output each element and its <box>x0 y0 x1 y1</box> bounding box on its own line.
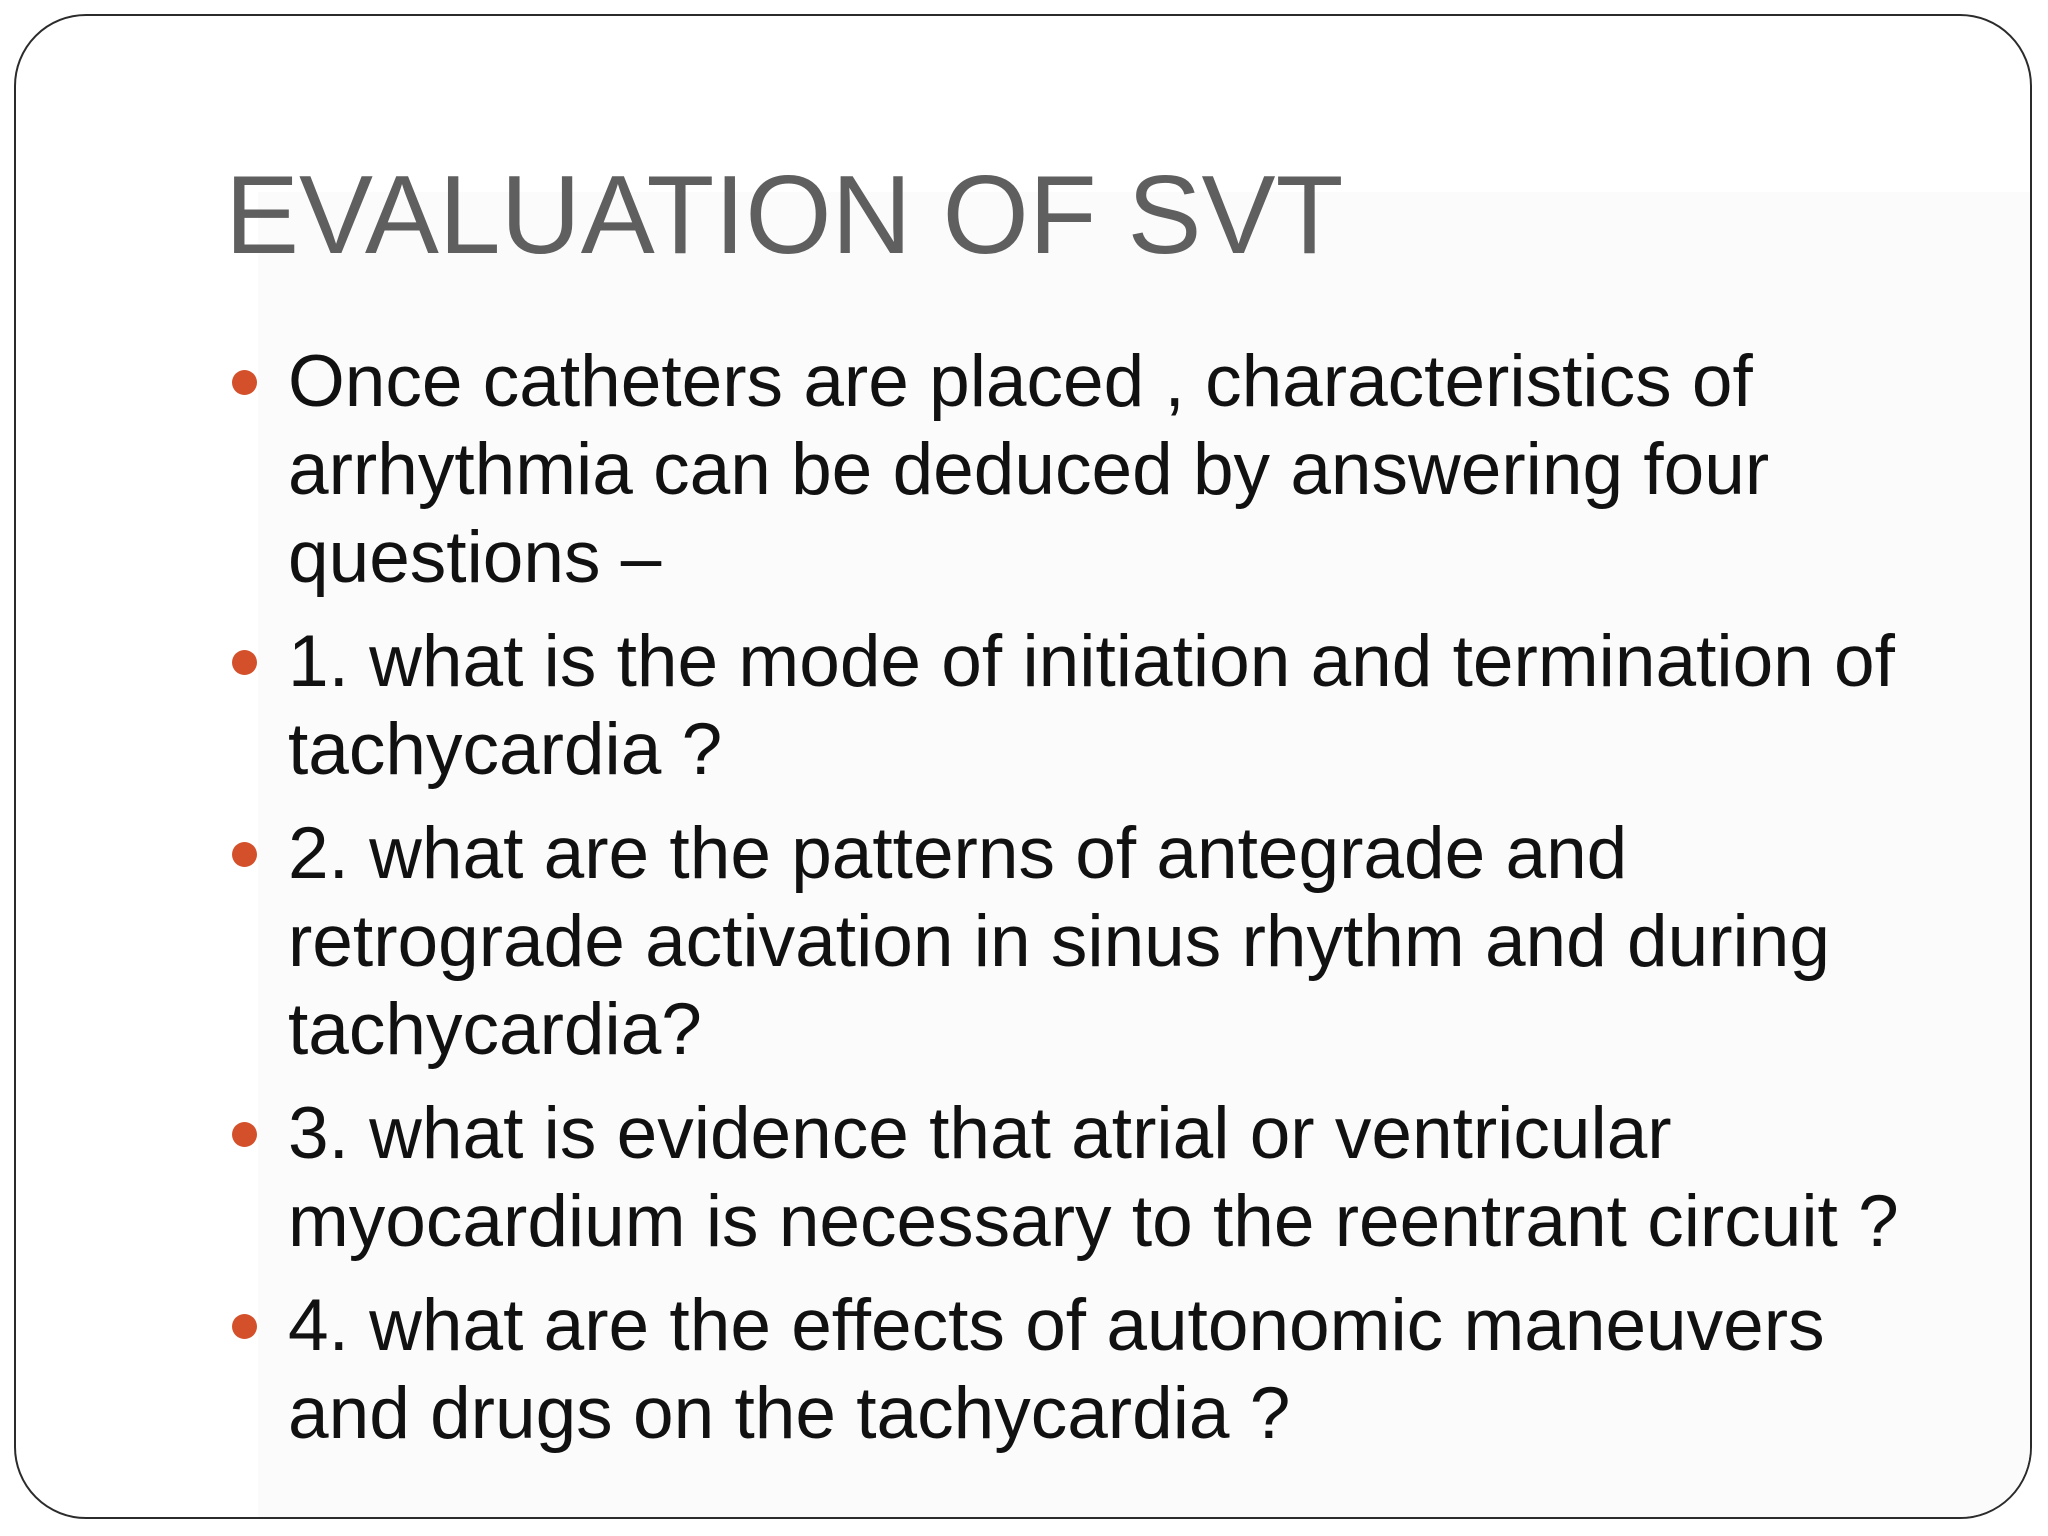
bullet-item <box>232 618 1952 794</box>
slide-title: EVALUATION OF SVT <box>225 153 1344 277</box>
bullet-text: 2. what are the patterns of antegrade and retrograde activation in sinus rhythm and during tachycardia? <box>288 813 1830 1070</box>
bullet-list <box>232 338 1952 1474</box>
bullet-text: 3. what is evidence that atrial or ventricular myocardium is necessary to the reentrant circuit ? <box>288 1093 1899 1262</box>
bullet-item <box>232 1282 1952 1458</box>
bullet-item <box>232 810 1952 1074</box>
bullet-item <box>232 338 1952 602</box>
bullet-item <box>232 1090 1952 1266</box>
bullet-dot-icon <box>232 842 257 867</box>
bullet-dot-icon <box>232 370 257 395</box>
bullet-text: 4. what are the effects of autonomic maneuvers and drugs on the tachycardia ? <box>288 1285 1825 1454</box>
bullet-text: 1. what is the mode of initiation and termination of tachycardia ? <box>288 621 1895 790</box>
bullet-dot-icon <box>232 1314 257 1339</box>
bullet-text: Once catheters are placed , characteristics of arrhythmia can be deduced by answering four questions – <box>288 341 1770 598</box>
bullet-dot-icon <box>232 1122 257 1147</box>
bullet-dot-icon <box>232 650 257 675</box>
